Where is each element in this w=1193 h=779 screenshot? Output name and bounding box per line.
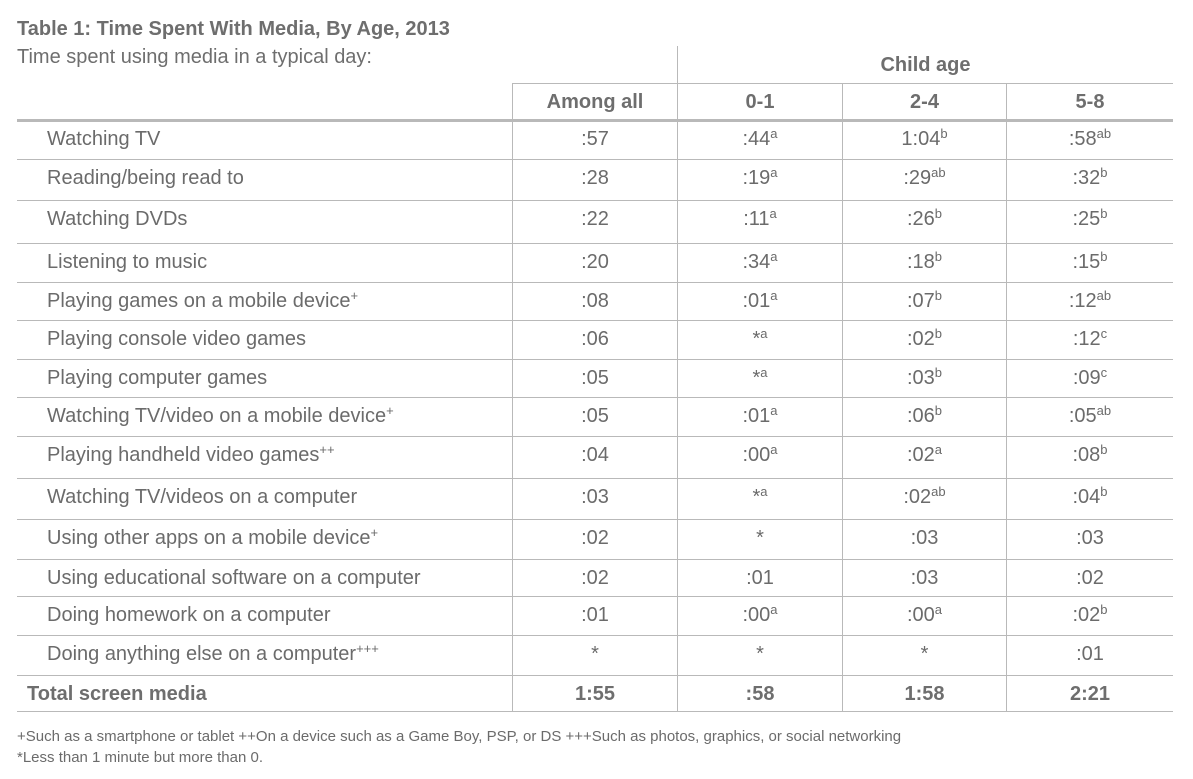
cell-value: :57 (581, 128, 609, 150)
table-cell (513, 444, 677, 467)
cell-value: * (752, 486, 761, 508)
cell-value: :05 (581, 367, 609, 389)
cell-value: :08 (1072, 444, 1101, 466)
table-cell (1007, 367, 1173, 390)
row-label-text: Using other apps on a mobile device (47, 527, 371, 549)
column-header-age-2-4: 2-4 (910, 91, 939, 113)
cell-value: :26 (906, 208, 935, 230)
cell-value: :03 (1076, 527, 1104, 549)
cell-value: :02 (1072, 604, 1101, 626)
table-row (17, 636, 1173, 674)
table-cell (513, 643, 677, 666)
row-label (47, 405, 394, 428)
table-cell (1007, 643, 1173, 666)
table-cell (843, 208, 1006, 231)
cell-value: :06 (906, 405, 935, 427)
table-row (17, 437, 1173, 475)
row-label (47, 251, 207, 274)
table-cell (678, 604, 842, 627)
table-cell (843, 328, 1006, 351)
cell-value: :05 (1068, 405, 1097, 427)
table-cell (843, 643, 1006, 666)
table-cell (513, 527, 677, 550)
table-cell (513, 328, 677, 351)
cell-value: * (752, 328, 761, 350)
significance-marker: a (760, 326, 768, 341)
row-label (47, 128, 160, 151)
table-cell (843, 367, 1006, 390)
table-cell (678, 328, 842, 351)
total-cell: :58 (745, 683, 775, 705)
significance-marker: c (1100, 326, 1108, 341)
cell-value: :29 (903, 167, 932, 189)
table-cell (1007, 208, 1173, 231)
cell-value: :05 (581, 405, 609, 427)
cell-value: :04 (581, 444, 609, 466)
cell-value: :01 (742, 290, 771, 312)
cell-value: :02 (906, 444, 935, 466)
table-cell (1007, 405, 1173, 428)
significance-marker: ab (931, 165, 946, 180)
table-cell (1007, 604, 1173, 627)
row-label (47, 208, 187, 231)
significance-marker: a (760, 365, 768, 380)
table-cell (678, 128, 842, 151)
table-cell (678, 167, 842, 190)
significance-marker: b (934, 326, 943, 341)
significance-marker: b (1100, 442, 1108, 457)
column-header-among-all: Among all (546, 91, 644, 113)
table-cell (678, 367, 842, 390)
significance-marker: b (1100, 602, 1108, 617)
cell-value: :11 (743, 208, 770, 230)
table-cell (513, 208, 677, 231)
table-row (17, 360, 1173, 398)
table-cell (843, 251, 1006, 274)
significance-marker: b (1100, 484, 1108, 499)
cell-value: :03 (910, 527, 939, 549)
cell-value: :01 (1076, 643, 1104, 665)
cell-value: :32 (1072, 167, 1101, 189)
table-row (17, 597, 1173, 635)
row-label (47, 643, 379, 666)
table-cell (513, 405, 677, 428)
total-cell: 1:55 (574, 683, 616, 705)
table-cell (513, 167, 677, 190)
total-cell: 1:58 (904, 683, 945, 705)
row-label (47, 444, 335, 467)
cell-value: * (591, 643, 599, 665)
row-label (47, 604, 330, 627)
table-cell (513, 251, 677, 274)
significance-marker: a (934, 442, 943, 457)
cell-value: :02 (581, 567, 609, 589)
total-cell: 2:21 (1069, 683, 1111, 705)
cell-value: * (920, 643, 929, 665)
significance-marker: ab (1096, 288, 1112, 303)
table-cell (843, 167, 1006, 190)
cell-value: :01 (742, 405, 771, 427)
table-row (17, 321, 1173, 359)
table-row (17, 398, 1173, 436)
table-row (17, 121, 1173, 159)
row-label-text: Doing homework on a computer (47, 604, 331, 626)
cell-value: :06 (581, 328, 609, 350)
cell-value: :28 (581, 167, 609, 189)
footnote-symbols: +Such as a smartphone or tablet ++On a device such as a Game Boy, PSP, or DS +++Such as photos, graphics, or social networking (17, 728, 902, 745)
table-cell (843, 527, 1006, 550)
significance-marker: a (770, 165, 778, 180)
cell-value: :15 (1072, 251, 1101, 273)
cell-value: :58 (1068, 128, 1097, 150)
total-row (17, 676, 1173, 714)
cell-value: * (756, 527, 764, 549)
significance-marker: b (1100, 206, 1108, 221)
cell-value: :02 (581, 527, 609, 549)
cell-value: 1:04 (901, 128, 941, 150)
table-cell (513, 290, 677, 313)
significance-marker: b (934, 288, 943, 303)
significance-marker: a (934, 602, 943, 617)
cell-value: :34 (742, 251, 771, 273)
cell-value: * (756, 643, 764, 665)
cell-value: :18 (906, 251, 935, 273)
table-cell (513, 128, 677, 151)
row-label-text: Watching DVDs (47, 208, 188, 230)
significance-marker: b (1100, 165, 1108, 180)
significance-marker: b (934, 403, 943, 418)
cell-value: :25 (1072, 208, 1101, 230)
row-label (47, 290, 358, 313)
table-cell (1007, 290, 1173, 313)
cell-value: :12 (1068, 290, 1097, 312)
table-cell (843, 444, 1006, 467)
cell-value: :01 (581, 604, 609, 626)
table-cell (1007, 251, 1173, 274)
table-cell (678, 643, 842, 666)
significance-marker: b (934, 206, 943, 221)
table-cell (678, 527, 842, 550)
row-label-text: Playing computer games (47, 367, 268, 389)
table-cell (1007, 128, 1173, 151)
row-label (47, 328, 306, 351)
row-label-text: Listening to music (47, 251, 208, 273)
significance-marker: a (760, 484, 768, 499)
table-cell (513, 367, 677, 390)
significance-marker: ab (931, 484, 946, 499)
table-cell (1007, 444, 1173, 467)
row-label-text: Doing anything else on a computer (47, 643, 357, 665)
table-cell (513, 567, 677, 590)
table-cell (678, 486, 842, 509)
significance-marker: a (770, 442, 778, 457)
significance-marker: b (934, 249, 943, 264)
table-cell (1007, 486, 1173, 509)
significance-marker: a (770, 249, 778, 264)
significance-marker: ab (1096, 126, 1112, 141)
group-header-child-age: Child age (880, 54, 971, 76)
row-label (47, 527, 378, 550)
row-label (47, 167, 244, 190)
cell-value: :02 (1076, 567, 1104, 589)
footnote-marker: + (370, 525, 379, 540)
cell-value: :01 (746, 567, 774, 589)
table-row (17, 479, 1173, 517)
table-cell (843, 290, 1006, 313)
cell-value: :08 (581, 290, 609, 312)
table-cell (1007, 567, 1173, 590)
cell-value: :12 (1072, 328, 1101, 350)
row-label-text: Watching TV/video on a mobile device (47, 405, 387, 427)
significance-marker: b (934, 365, 943, 380)
cell-value: :03 (910, 567, 939, 589)
cell-value: * (752, 367, 761, 389)
column-header-age-0-1: 0-1 (745, 91, 775, 113)
cell-value: :19 (742, 167, 771, 189)
significance-marker: a (770, 126, 778, 141)
table-row (17, 160, 1173, 198)
table-cell (1007, 527, 1173, 550)
cell-value: :03 (906, 367, 935, 389)
significance-marker: b (940, 126, 948, 141)
table-cell (678, 567, 842, 590)
significance-marker: c (1100, 365, 1108, 380)
cell-value: :03 (581, 486, 609, 508)
row-label-text: Watching TV (47, 128, 161, 150)
cell-value: :07 (906, 290, 935, 312)
cell-value: :00 (742, 444, 771, 466)
row-label-text: Playing console video games (47, 328, 307, 350)
cell-value: :02 (906, 328, 935, 350)
cell-value: :04 (1072, 486, 1101, 508)
table-cell (843, 486, 1006, 509)
row-label (47, 486, 357, 509)
table-cell (513, 486, 677, 509)
row-label (47, 367, 267, 390)
table-title: Table 1: Time Spent With Media, By Age, 2013 (17, 18, 450, 40)
table-cell (843, 128, 1006, 151)
table-cell (843, 604, 1006, 627)
table-row (17, 560, 1173, 598)
table-cell (1007, 328, 1173, 351)
cell-value: :00 (742, 604, 771, 626)
significance-marker: a (770, 602, 778, 617)
cell-value: :09 (1072, 367, 1101, 389)
cell-value: :20 (581, 251, 609, 273)
significance-marker: b (1100, 249, 1108, 264)
table-cell (513, 604, 677, 627)
significance-marker: a (770, 403, 778, 418)
row-label (47, 567, 421, 590)
cell-value: :44 (742, 128, 771, 150)
row-label-text: Playing games on a mobile device (47, 290, 351, 312)
footnote-asterisk: *Less than 1 minute but more than 0. (17, 749, 263, 766)
footnote-marker: +++ (356, 641, 379, 656)
table-row (17, 201, 1173, 239)
column-header-age-5-8: 5-8 (1075, 91, 1105, 113)
cell-value: :00 (906, 604, 935, 626)
row-label-text: Reading/being read to (47, 167, 244, 189)
row-label-text: Playing handheld video games (47, 444, 320, 466)
table-cell (678, 405, 842, 428)
table-cell (678, 444, 842, 467)
significance-marker: a (770, 288, 778, 303)
table-cell (1007, 167, 1173, 190)
table-cell (843, 405, 1006, 428)
table-cell (843, 567, 1006, 590)
row-label-text: Watching TV/videos on a computer (47, 486, 358, 508)
significance-marker: ab (1096, 403, 1112, 418)
significance-marker: a (769, 206, 777, 221)
footnote-marker: ++ (319, 442, 335, 457)
row-label-text: Using educational software on a computer (47, 567, 421, 589)
cell-value: :22 (581, 208, 609, 230)
table-subtitle: Time spent using media in a typical day: (17, 46, 372, 68)
footnote-marker: + (386, 403, 394, 418)
table-cell (678, 290, 842, 313)
cell-value: :02 (903, 486, 932, 508)
table-cell (678, 251, 842, 274)
table-cell (678, 208, 842, 231)
table-row (17, 520, 1173, 558)
footnote-marker: + (350, 288, 359, 303)
total-label: Total screen media (27, 683, 207, 705)
table-row (17, 283, 1173, 321)
table-row (17, 244, 1173, 282)
